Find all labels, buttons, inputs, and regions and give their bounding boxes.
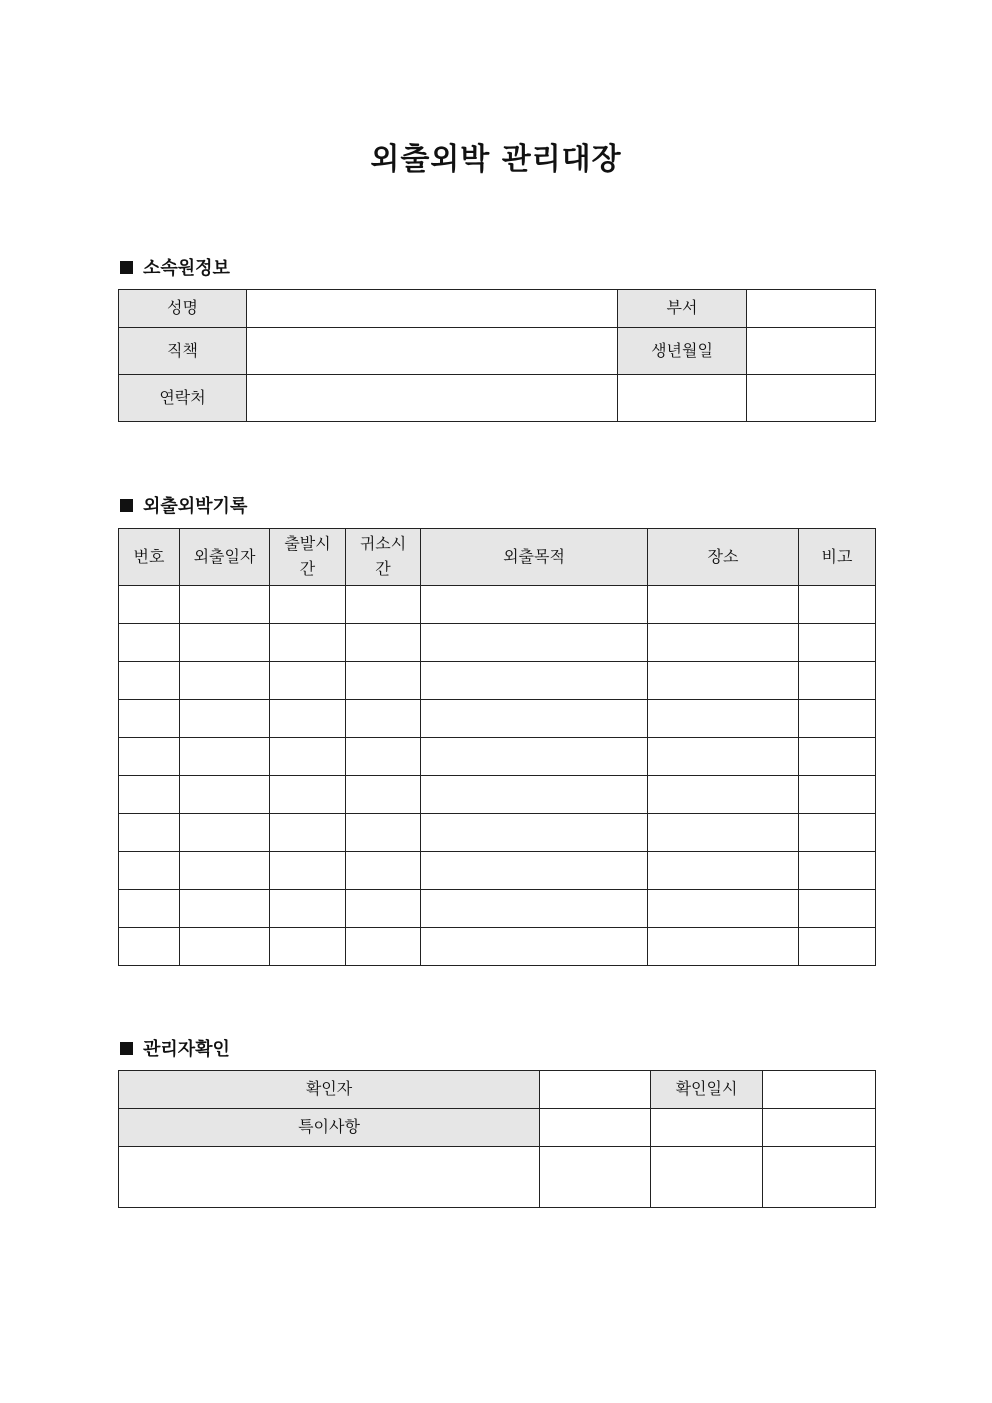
section-heading-manager-confirm (120, 1035, 230, 1061)
outing-record-cell[interactable] (270, 890, 346, 928)
blank-cell[interactable] (540, 1109, 651, 1147)
outing-record-cell[interactable] (648, 928, 799, 966)
outing-record-cell[interactable] (648, 890, 799, 928)
name-field[interactable] (247, 290, 618, 328)
outing-record-cell[interactable] (799, 738, 876, 776)
outing-record-cell[interactable] (119, 586, 180, 624)
outing-record-cell[interactable] (180, 700, 270, 738)
outing-record-header-row (119, 529, 876, 586)
outing-record-cell[interactable] (180, 624, 270, 662)
blank-cell[interactable] (763, 1147, 876, 1208)
confirmer-label: 확인자 (119, 1071, 540, 1109)
section-heading-label: 외출외박기록 (143, 496, 248, 517)
outing-record-cell[interactable] (270, 852, 346, 890)
section-heading-outing-record (120, 492, 247, 518)
outing-record-row (119, 624, 876, 662)
outing-record-cell[interactable] (119, 852, 180, 890)
contact-label: 연락처 (119, 375, 247, 422)
confirmer-field[interactable] (540, 1071, 651, 1109)
outing-record-cell[interactable] (799, 662, 876, 700)
outing-record-cell[interactable] (119, 890, 180, 928)
manager-confirm-row (119, 1109, 876, 1147)
outing-record-cell[interactable] (180, 738, 270, 776)
remarks-label: 특이사항 (119, 1109, 540, 1147)
column-header-outing-date: 외출일자 (180, 529, 270, 586)
outing-record-cell[interactable] (270, 776, 346, 814)
square-bullet-icon (120, 261, 133, 274)
outing-record-cell[interactable] (648, 738, 799, 776)
outing-record-cell[interactable] (270, 814, 346, 852)
outing-record-cell[interactable] (346, 624, 421, 662)
outing-record-cell[interactable] (799, 814, 876, 852)
outing-record-cell[interactable] (421, 776, 648, 814)
outing-record-cell[interactable] (648, 700, 799, 738)
outing-record-cell[interactable] (119, 738, 180, 776)
member-info-row (119, 328, 876, 375)
column-header-purpose: 외출목적 (421, 529, 648, 586)
outing-record-cell[interactable] (346, 852, 421, 890)
outing-record-cell[interactable] (648, 662, 799, 700)
outing-record-cell[interactable] (421, 814, 648, 852)
contact-field[interactable] (247, 375, 618, 422)
department-field[interactable] (747, 290, 876, 328)
square-bullet-icon (120, 499, 133, 512)
outing-record-row (119, 776, 876, 814)
outing-record-row (119, 814, 876, 852)
outing-record-cell[interactable] (799, 586, 876, 624)
name-label: 성명 (119, 290, 247, 328)
section-heading-member-info (120, 254, 230, 280)
blank-cell[interactable] (618, 375, 747, 422)
outing-record-cell[interactable] (346, 928, 421, 966)
blank-cell[interactable] (651, 1109, 763, 1147)
outing-record-cell[interactable] (180, 586, 270, 624)
confirm-datetime-field[interactable] (763, 1071, 876, 1109)
outing-record-cell[interactable] (119, 776, 180, 814)
outing-record-row (119, 738, 876, 776)
outing-record-cell[interactable] (270, 700, 346, 738)
outing-record-cell[interactable] (119, 814, 180, 852)
outing-record-cell[interactable] (270, 928, 346, 966)
outing-record-cell[interactable] (421, 852, 648, 890)
outing-record-cell[interactable] (270, 738, 346, 776)
outing-record-cell[interactable] (799, 624, 876, 662)
manager-confirm-row (119, 1071, 876, 1109)
outing-record-table (118, 528, 876, 966)
column-header-departure-time: 출발시 간 (270, 529, 346, 586)
outing-record-cell[interactable] (421, 700, 648, 738)
member-info-row (119, 375, 876, 422)
outing-record-cell[interactable] (180, 776, 270, 814)
blank-cell[interactable] (763, 1109, 876, 1147)
outing-record-cell[interactable] (346, 814, 421, 852)
outing-record-cell[interactable] (270, 662, 346, 700)
outing-record-cell[interactable] (346, 738, 421, 776)
birthdate-label: 생년월일 (618, 328, 747, 375)
blank-cell[interactable] (540, 1147, 651, 1208)
outing-record-cell[interactable] (648, 624, 799, 662)
outing-record-cell[interactable] (421, 662, 648, 700)
outing-record-cell[interactable] (799, 928, 876, 966)
outing-record-cell[interactable] (180, 890, 270, 928)
outing-record-cell[interactable] (421, 890, 648, 928)
department-label: 부서 (618, 290, 747, 328)
outing-record-cell[interactable] (346, 776, 421, 814)
document-title: 외출외박 관리대장 (370, 142, 622, 177)
square-bullet-icon (120, 1042, 133, 1055)
outing-record-row (119, 928, 876, 966)
outing-record-cell[interactable] (421, 928, 648, 966)
outing-record-cell[interactable] (180, 928, 270, 966)
outing-record-cell[interactable] (270, 586, 346, 624)
outing-record-row (119, 662, 876, 700)
outing-record-cell[interactable] (648, 814, 799, 852)
outing-record-cell[interactable] (346, 700, 421, 738)
position-label: 직책 (119, 328, 247, 375)
outing-record-body (119, 586, 876, 966)
outing-record-cell[interactable] (648, 852, 799, 890)
outing-record-cell[interactable] (648, 776, 799, 814)
outing-record-cell[interactable] (421, 586, 648, 624)
outing-record-cell[interactable] (119, 662, 180, 700)
outing-record-cell[interactable] (180, 852, 270, 890)
blank-cell[interactable] (747, 375, 876, 422)
outing-record-cell[interactable] (119, 700, 180, 738)
outing-record-cell[interactable] (799, 700, 876, 738)
outing-record-cell[interactable] (119, 928, 180, 966)
remarks-field[interactable] (119, 1147, 540, 1208)
section-heading-label: 소속원정보 (143, 258, 230, 279)
outing-record-row (119, 852, 876, 890)
blank-cell[interactable] (651, 1147, 763, 1208)
section-heading-label: 관리자확인 (143, 1039, 230, 1060)
column-header-remarks: 비고 (799, 529, 876, 586)
confirm-datetime-label: 확인일시 (651, 1071, 763, 1109)
member-info-table (118, 289, 876, 422)
outing-record-cell[interactable] (421, 624, 648, 662)
birthdate-field[interactable] (747, 328, 876, 375)
outing-record-cell[interactable] (180, 814, 270, 852)
manager-confirm-row (119, 1147, 876, 1208)
outing-record-row (119, 890, 876, 928)
outing-record-cell[interactable] (346, 890, 421, 928)
member-info-row (119, 290, 876, 328)
outing-record-row (119, 586, 876, 624)
outing-record-cell[interactable] (270, 624, 346, 662)
outing-record-cell[interactable] (799, 852, 876, 890)
outing-record-cell[interactable] (119, 624, 180, 662)
column-header-location: 장소 (648, 529, 799, 586)
outing-record-row (119, 700, 876, 738)
outing-record-cell[interactable] (421, 738, 648, 776)
outing-record-cell[interactable] (346, 586, 421, 624)
outing-record-cell[interactable] (346, 662, 421, 700)
column-header-return-time: 귀소시 간 (346, 529, 421, 586)
manager-confirm-table (118, 1070, 876, 1208)
outing-record-cell[interactable] (799, 776, 876, 814)
position-field[interactable] (247, 328, 618, 375)
outing-record-cell[interactable] (180, 662, 270, 700)
outing-record-cell[interactable] (799, 890, 876, 928)
outing-record-cell[interactable] (648, 586, 799, 624)
column-header-number: 번호 (119, 529, 180, 586)
